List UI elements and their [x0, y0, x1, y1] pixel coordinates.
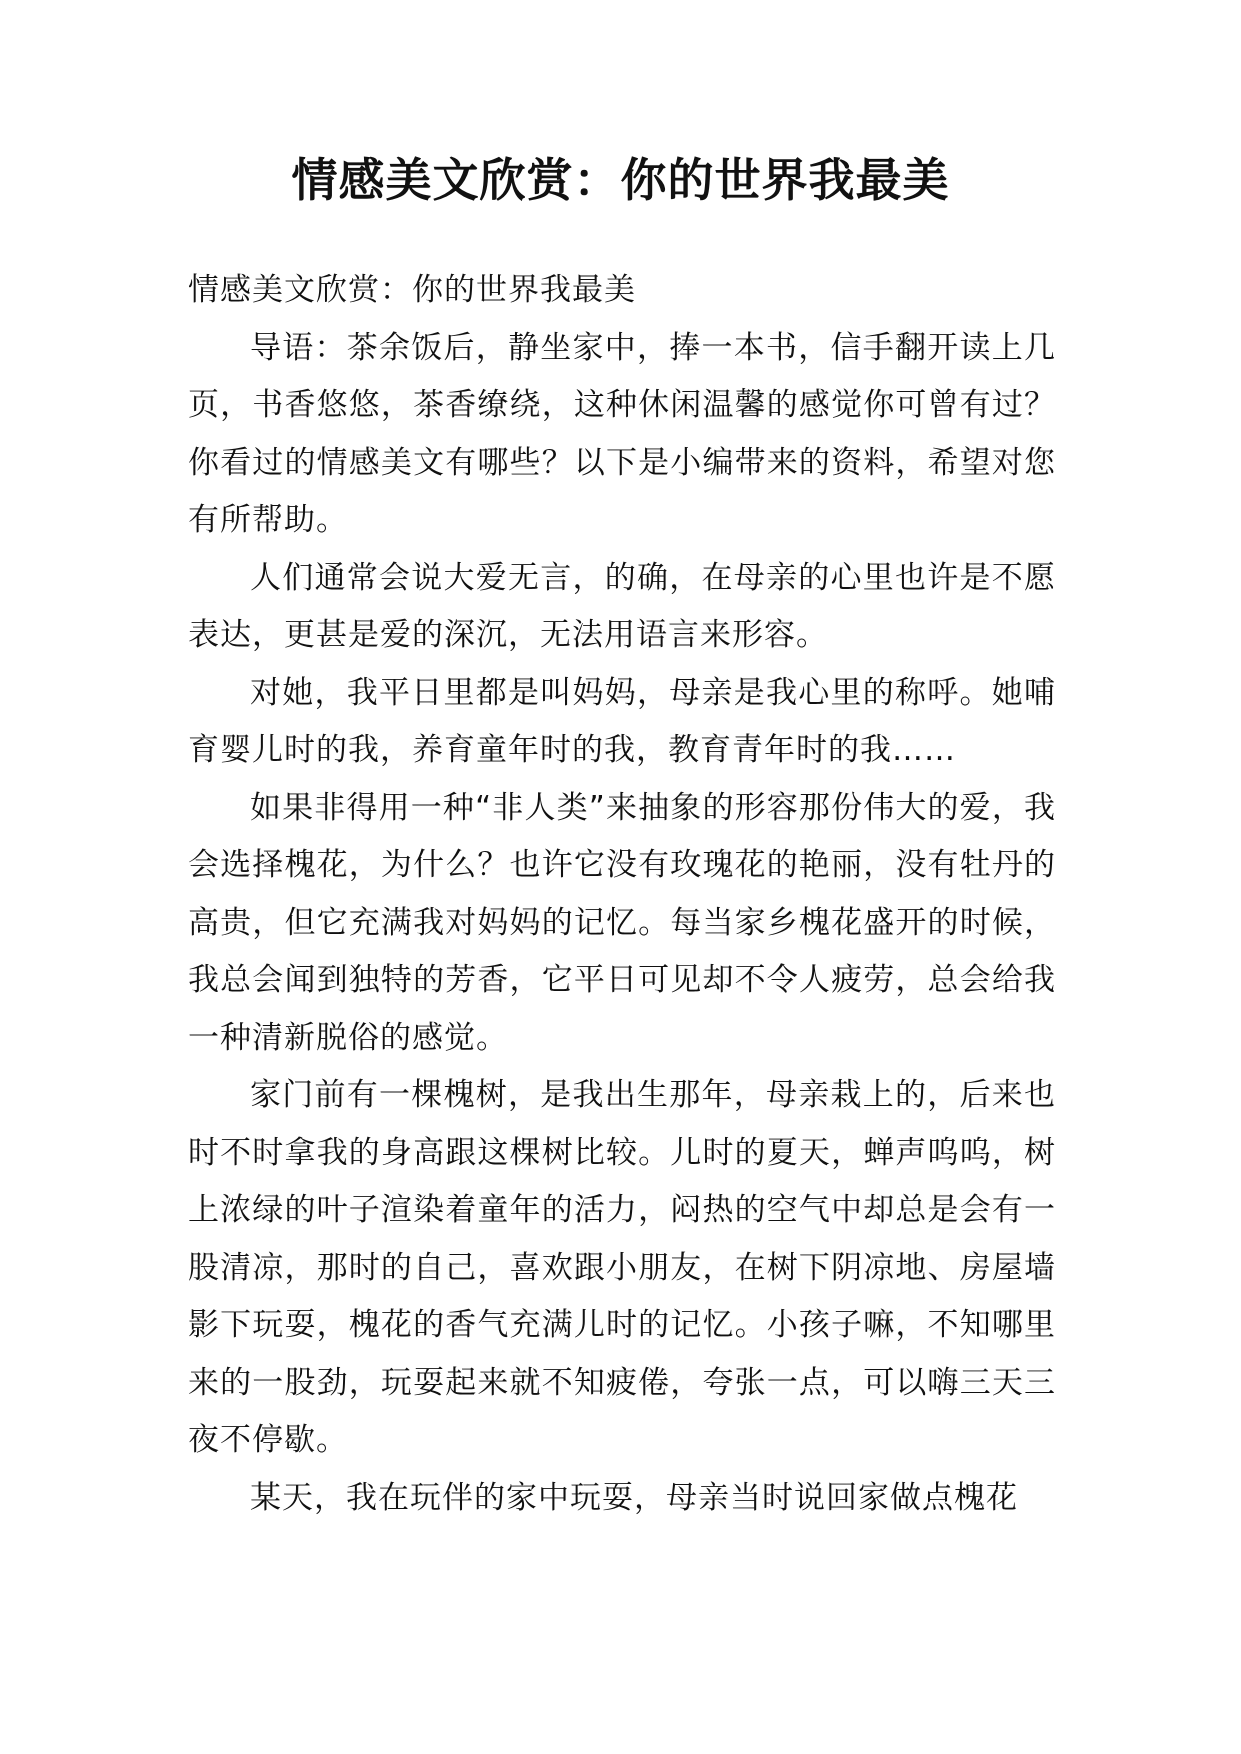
paragraph-intro: 导语：茶余饭后，静坐家中，捧一本书，信手翻开读上几页，书香悠悠，茶香缭绕，这种休闲温馨的感觉你可曾有过？你看过的情感美文有哪些？以下是小编带来的资料，希望对您有所帮助。 — [188, 329, 1056, 538]
paragraph-heading: 情感美文欣赏：你的世界我最美 — [188, 272, 636, 308]
paragraph: 人们通常会说大爱无言，的确，在母亲的心里也许是不愿表达，更甚是爱的深沉，无法用语言来形容。 — [188, 559, 1056, 653]
paragraph: 家门前有一棵槐树，是我出生那年，母亲栽上的，后来也时不时拿我的身高跟这棵树比较。儿时的夏天，蝉声呜呜，树上浓绿的叶子渲染着童年的活力，闷热的空气中却总是会有一股清凉，那时的自己，喜欢跟小朋友，在树下阴凉地、房屋墙影下玩耍，槐花的香气充满儿时的记忆。小孩子嘛，不知哪里来的一股劲，玩耍起来就不知疲倦，夸张一点，可以嗨三天三夜不停歇。 — [188, 1077, 1056, 1458]
paragraph: 某天，我在玩伴的家中玩耍，母亲当时说回家做点槐花 — [250, 1479, 1018, 1516]
document-title: 情感美文欣赏：你的世界我最美 — [291, 153, 950, 207]
document-body — [188, 262, 1056, 1527]
paragraph: 对她，我平日里都是叫妈妈，母亲是我心里的称呼。她哺育婴儿时的我，养育童年时的我，教育青年时的我…… — [188, 674, 1056, 768]
paragraph: 如果非得用一种“非人类”来抽象的形容那份伟大的爱，我会选择槐花，为什么？也许它没有玫瑰花的艳丽，没有牡丹的高贵，但它充满我对妈妈的记忆。每当家乡槐花盛开的时候，我总会闻到独特的芳香，它平日可见却不令人疲劳，总会给我一种清新脱俗的感觉。 — [188, 789, 1056, 1056]
